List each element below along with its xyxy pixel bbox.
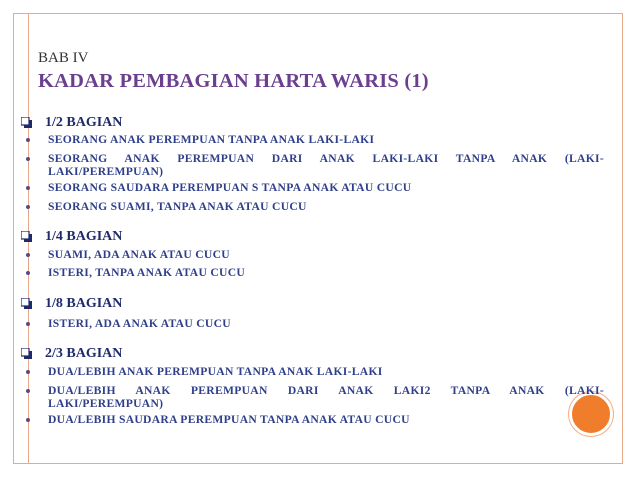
list-item-text-continued: LAKI/PEREMPUAN) xyxy=(48,397,164,410)
bullet-icon xyxy=(26,389,30,393)
list-item-text: SEORANG ANAK PEREMPUAN TANPA ANAK LAKI-LAKI xyxy=(48,133,375,146)
list-item-text: SEORANG ANAK PEREMPUAN DARI ANAK LAKI-LAKI TANPA ANAK (LAKI- xyxy=(48,152,604,165)
shadowed-square-bullet-icon xyxy=(21,348,32,359)
section-heading-label: 1/2 BAGIAN xyxy=(45,115,123,130)
list-item-text: DUA/LEBIH SAUDARA PEREMPUAN TANPA ANAK ATAU CUCU xyxy=(48,413,410,426)
slide-kicker: BAB IV xyxy=(38,50,89,66)
bullet-icon xyxy=(26,138,30,142)
list-item-text: SUAMI, ADA ANAK ATAU CUCU xyxy=(48,248,230,261)
bullet-icon xyxy=(26,418,30,422)
shadowed-square-bullet-icon xyxy=(21,298,32,309)
bullet-icon xyxy=(26,186,30,190)
list-item-text: ISTERI, TANPA ANAK ATAU CUCU xyxy=(48,266,246,279)
slide-title: KADAR PEMBAGIAN HARTA WARIS (1) xyxy=(38,70,429,92)
bullet-icon xyxy=(26,157,30,161)
list-item-text: DUA/LEBIH ANAK PEREMPUAN TANPA ANAK LAKI-LAKI xyxy=(48,365,383,378)
bullet-icon xyxy=(26,253,30,257)
shadowed-square-bullet-icon xyxy=(21,231,32,242)
list-item-text: SEORANG SAUDARA PEREMPUAN S TANPA ANAK ATAU CUCU xyxy=(48,181,412,194)
list-item-text: DUA/LEBIH ANAK PEREMPUAN DARI ANAK LAKI2 TANPA ANAK (LAKI- xyxy=(48,384,604,397)
bullet-icon xyxy=(26,271,30,275)
bullet-icon xyxy=(26,322,30,326)
section-heading-label: 1/4 BAGIAN xyxy=(45,229,123,244)
list-item-text: SEORANG SUAMI, TANPA ANAK ATAU CUCU xyxy=(48,200,307,213)
list-item-text: ISTERI, ADA ANAK ATAU CUCU xyxy=(48,317,231,330)
section-heading-label: 1/8 BAGIAN xyxy=(45,296,123,311)
section-heading-label: 2/3 BAGIAN xyxy=(45,346,123,361)
bullet-icon xyxy=(26,370,30,374)
accent-circle xyxy=(569,392,613,436)
bullet-icon xyxy=(26,205,30,209)
list-item-text-continued: LAKI/PEREMPUAN) xyxy=(48,165,164,178)
shadowed-square-bullet-icon xyxy=(21,117,32,128)
